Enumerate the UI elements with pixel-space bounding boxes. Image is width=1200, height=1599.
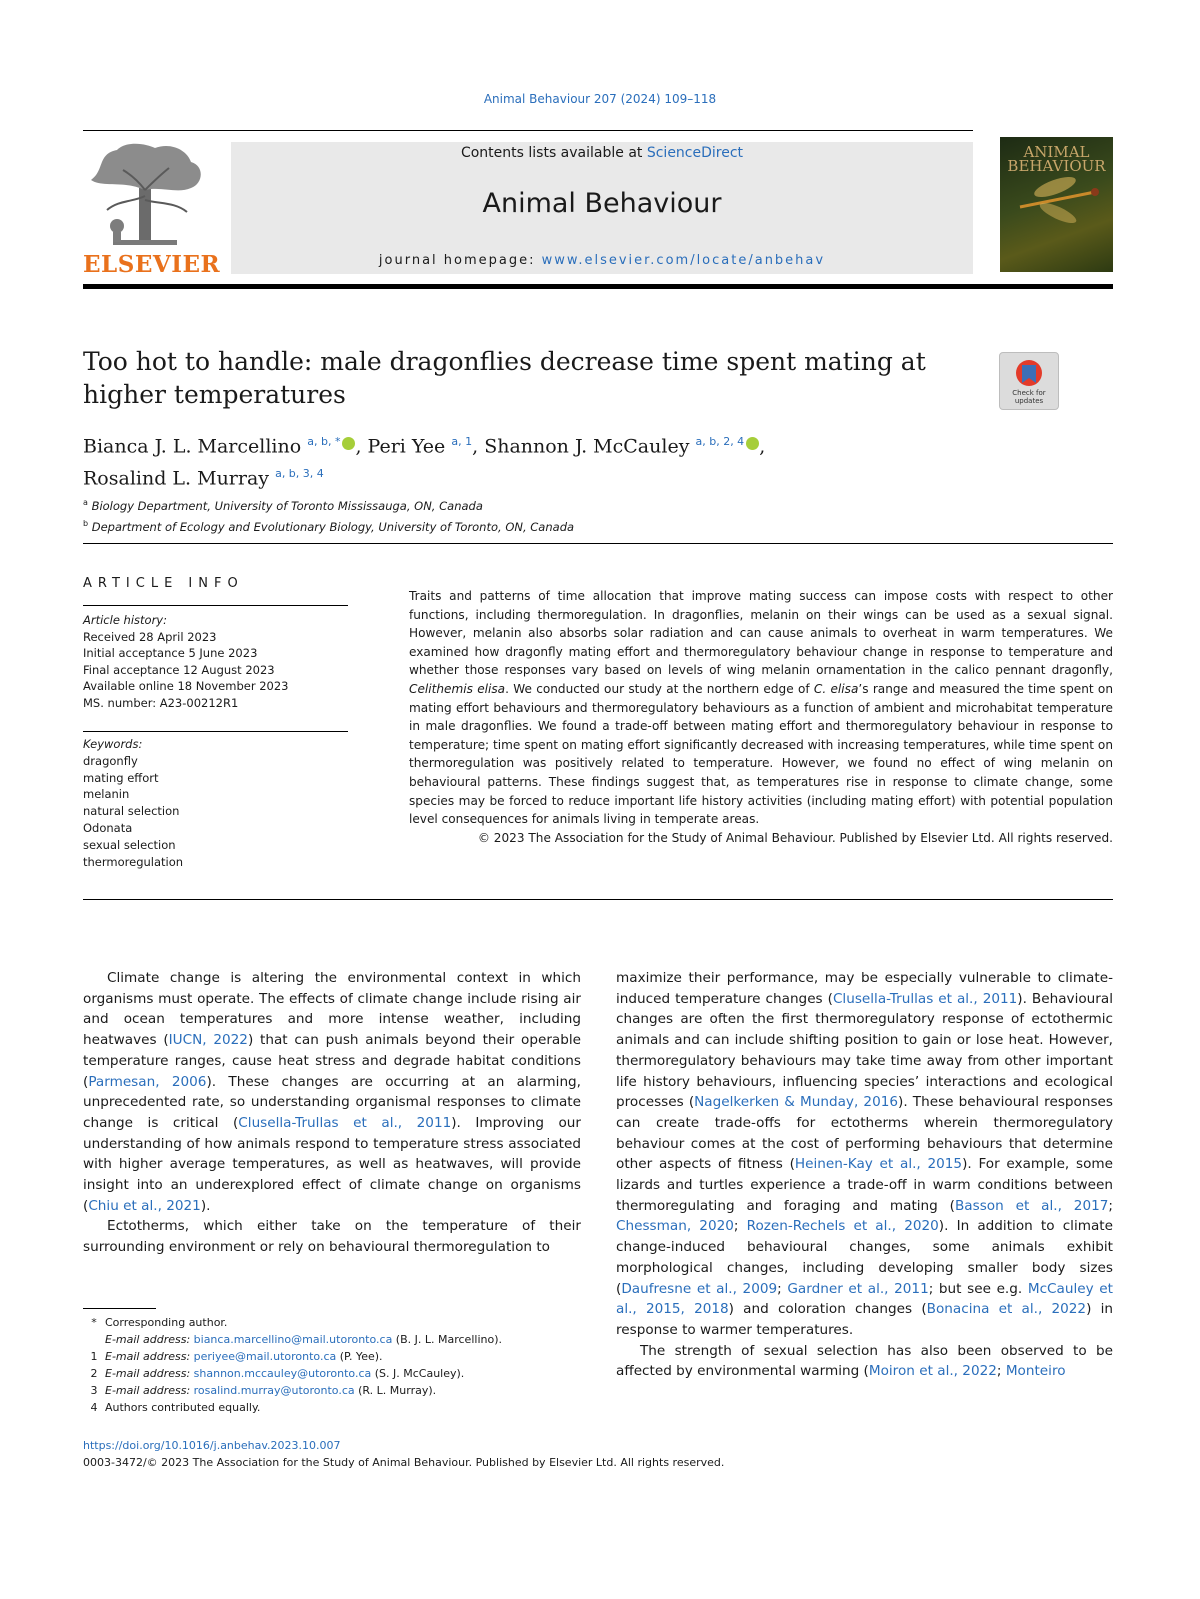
- keyword: thermoregulation: [83, 854, 184, 869]
- issn-line: 0003-3472/© 2023 The Association for the Study of Animal Behaviour. Published by Elsevier Ltd. All rights reserved.: [83, 1456, 725, 1469]
- body-paragraph: Ectotherms, which either take on the temperature of their surrounding environment or rely on behavioural thermoregulation to: [83, 1218, 581, 1256]
- footnote: * Corresponding author.: [91, 1316, 228, 1329]
- journal-name: Animal Behaviour: [482, 188, 722, 219]
- author-name: Bianca J. L. Marcellino: [83, 435, 302, 458]
- article-title: Too hot to handle: male dragonflies decrease time spent mating at higher temperatures: [83, 347, 926, 409]
- elsevier-logo-text: ELSEVIER: [83, 251, 221, 278]
- footnote: 3 E-mail address: rosalind.murray@utoronto.ca (R. L. Murray).: [90, 1384, 437, 1397]
- abstract: Traits and patterns of time allocation that improve mating success can impose costs with respect to other functions, including thermoregulation. In dragonflies, melanin on their wings can be used as a sexual signal. However, melanin also absorbs solar radiation and can cause animals to overheat in warm temperatures. We examined how dragonfly mating effort and thermoregulatory behaviour change in response to temperature and whether those responses vary based on levels of wing melanin ornamentation in the calico pennant dragonfly, Celithemis elisa. We conducted our study at the northern edge of C. elisa’s range and measured the time spent on mating effort behaviours and thermoregulatory behaviours as a function of ambient and microhabitat temperature in male dragonflies. We found a trade-off between mating effort and thermoregulatory behaviour in response to temperature; time spent on mating effort significantly decreased with increasing temperatures, while time spent on thermoregulation was positively related to temperature. However, we found no effect of wing melanin on behavioural patterns. These findings suggest that, as temperatures rise in response to climate change, some species may be forced to reduce important life history activities (including mating effort) with potential population level consequences for animals living in temperate areas. © 2023 The Association for the Study of Animal Behaviour. Published by Elsevier Ltd. All rights reserved.: [409, 587, 1113, 847]
- body-column-right: [616, 968, 1113, 1382]
- history-item: Available online 18 November 2023: [83, 679, 289, 693]
- author-name: Shannon J. McCauley: [484, 435, 690, 458]
- orcid-icon[interactable]: [746, 437, 759, 450]
- body-paragraph: Climate change is altering the environmental context in which organisms must operate. The effects of climate change include rising air and ocean temperatures and more intense weather, including heatwaves (IUCN, 2022) that can push animals beyond their operable temperature ranges, cause heat stress and degrade habitat conditions (Parmesan, 2006). These changes are occurring at an alarming, unprecedented rate, so understanding organismal responses to climate change is critical (Clusella-Trullas et al., 2011). Improving our understanding of how animals respond to temperature stress associated with higher average temperatures, as well as heatwaves, will provide insight into an underexplored effect of climate change on organisms (Chiu et al., 2021).: [83, 970, 582, 1214]
- keyword: natural selection: [83, 804, 180, 819]
- contents-line: Contents lists available at ScienceDirect: [460, 145, 744, 161]
- email-link[interactable]: periyee@mail.utoronto.ca: [193, 1350, 337, 1363]
- keywords: Keywords: dragonfly mating effort melanin natural selection Odonata sexual selection thermoregulation: [83, 736, 348, 870]
- bookmark-icon: [1000, 353, 1058, 393]
- body-column-left: [83, 968, 581, 1258]
- header-rule-top: [83, 130, 973, 131]
- author-affil-marks[interactable]: a, b, *: [307, 435, 341, 448]
- homepage-link[interactable]: www.elsevier.com/locate/anbehav: [541, 253, 826, 268]
- reference-link[interactable]: Bonacina et al., 2022: [926, 1301, 1087, 1318]
- section-divider: [83, 899, 1113, 900]
- footnote: E-mail address: bianca.marcellino@mail.utoronto.ca (B. J. L. Marcellino).: [105, 1333, 502, 1346]
- abstract-copyright: © 2023 The Association for the Study of Animal Behaviour. Published by Elsevier Ltd. All rights reserved.: [477, 830, 1113, 845]
- footnote: 1 E-mail address: periyee@mail.utoronto.ca (P. Yee).: [90, 1350, 383, 1363]
- reference-link[interactable]: Monteiro: [1005, 1363, 1066, 1380]
- body-paragraph: maximize their performance, may be especially vulnerable to climate-induced temperature changes (Clusella-Trullas et al., 2011). Behavioural changes are often the first thermoregulatory response of ectothermic animals and can include shifting position to gain or lose heat. However, thermoregulatory behaviours may take time away from other important life history behaviours, influencing species’ interactions and ecological processes (Nagelkerken & Munday, 2016). These behavioural responses can create trade-offs for ectotherms wherein thermoregulatory behaviour comes at the cost of performing behaviours that determine other aspects of fitness (Heinen-Kay et al., 2015). For example, some lizards and turtles experience a trade-off in warm conditions between thermoregulating and foraging and mating (Basson et al., 2017; Chessman, 2020; Rozen-Rechels et al., 2020). In addition to climate change-induced behavioural changes, some animals exhibit morphological changes, including developing smaller body sizes (Daufresne et al., 2009; Gardner et al., 2011; but see e.g. McCauley et al., 2015, 2018) and coloration changes (Bonacina et al., 2022) in response to warmer temperatures.: [616, 970, 1114, 1338]
- orcid-icon[interactable]: [342, 437, 355, 450]
- footnote: 2 E-mail address: shannon.mccauley@utoronto.ca (S. J. McCauley).: [90, 1367, 465, 1380]
- section-divider: [83, 543, 1113, 544]
- check-for-updates-badge[interactable]: [999, 352, 1059, 410]
- reference-link[interactable]: Gardner et al., 2011: [787, 1280, 929, 1297]
- badge-label: Check for updates: [1012, 389, 1046, 405]
- history-item: Initial acceptance 5 June 2023: [83, 646, 258, 660]
- reference-link[interactable]: Heinen-Kay et al., 2015: [794, 1156, 963, 1173]
- affiliation: $^b$ Department of Ecology and Evolutionary Biology, University of Toronto, ON, Canada: [83, 518, 575, 534]
- keyword: sexual selection: [83, 837, 176, 852]
- journal-citation[interactable]: [0, 92, 1200, 106]
- citation-link[interactable]: Animal Behaviour 207 (2024) 109–118: [483, 92, 717, 106]
- header-rule-bottom: [83, 284, 1113, 289]
- keyword: mating effort: [83, 770, 159, 785]
- history-item: Received 28 April 2023: [83, 629, 217, 644]
- footnote: 4 Authors contributed equally.: [90, 1401, 261, 1414]
- reference-link[interactable]: Clusella-Trullas et al., 2011: [238, 1114, 452, 1131]
- body-paragraph: The strength of sexual selection has also been observed to be affected by environmental warming (Moiron et al., 2022; Monteiro: [616, 1342, 1113, 1380]
- info-divider: [83, 605, 348, 606]
- history-item: MS. number: A23-00212R1: [83, 695, 239, 710]
- keyword: Odonata: [83, 820, 133, 835]
- affiliation: $^a$ Biology Department, University of Toronto Mississauga, ON, Canada: [83, 498, 483, 513]
- sciencedirect-link[interactable]: ScienceDirect: [646, 145, 744, 161]
- email-link[interactable]: rosalind.murray@utoronto.ca: [193, 1384, 355, 1397]
- cover-dragonfly-icon: [1000, 137, 1113, 272]
- reference-link[interactable]: Rozen-Rechels et al., 2020: [746, 1218, 939, 1235]
- history-item: Final acceptance 12 August 2023: [83, 662, 275, 677]
- reference-link[interactable]: Chiu et al., 2021: [88, 1197, 201, 1214]
- reference-link[interactable]: Moiron et al., 2022: [868, 1363, 997, 1380]
- keyword: melanin: [83, 787, 130, 802]
- journal-cover[interactable]: [1000, 137, 1113, 272]
- reference-link[interactable]: Parmesan, 2006: [88, 1073, 207, 1090]
- doi-link[interactable]: https://doi.org/10.1016/j.anbehav.2023.10.007: [83, 1439, 341, 1452]
- page-footer: [83, 1437, 983, 1471]
- footnotes: [83, 1314, 581, 1416]
- reference-link[interactable]: IUCN, 2022: [168, 1032, 248, 1049]
- author-affil-marks[interactable]: a, b, 3, 4: [275, 467, 324, 481]
- elsevier-tree-icon: [83, 140, 208, 250]
- author-affil-marks[interactable]: a, b, 2, 4: [695, 435, 745, 448]
- author-list: Bianca J. L. Marcellino $^{a, b, *}$ , Peri Yee $^{a, 1}$, Shannon J. McCauley $^{a, b, 2, 4}$ , Rosalind L. Murray $^{a, b, 3, 4}$: [83, 435, 766, 490]
- author-name: Rosalind L. Murray: [83, 467, 270, 490]
- affiliations: [83, 494, 983, 536]
- footnote-rule: [83, 1308, 156, 1309]
- keyword: dragonfly: [83, 753, 138, 768]
- reference-link[interactable]: Daufresne et al., 2009: [621, 1280, 778, 1297]
- reference-link[interactable]: Clusella-Trullas et al., 2011: [832, 990, 1018, 1007]
- info-divider: [83, 731, 348, 732]
- email-link[interactable]: bianca.marcellino@mail.utoronto.ca: [193, 1333, 393, 1346]
- author-name: Peri Yee: [367, 435, 446, 458]
- reference-link[interactable]: Chessman, 2020: [616, 1218, 734, 1235]
- reference-link[interactable]: Basson et al., 2017: [954, 1197, 1109, 1214]
- reference-link[interactable]: Nagelkerken & Munday, 2016: [694, 1094, 899, 1111]
- elsevier-logo[interactable]: [83, 140, 221, 278]
- email-link[interactable]: shannon.mccauley@utoronto.ca: [193, 1367, 372, 1380]
- article-info-heading: ARTICLE INFO: [83, 576, 244, 591]
- reference-link[interactable]: McCauley et al., 2015, 2018: [616, 1280, 1113, 1318]
- journal-homepage: journal homepage: www.elsevier.com/locate/anbehav: [378, 253, 826, 268]
- cover-title: ANIMAL BEHAVIOUR: [1007, 143, 1106, 175]
- author-affil-marks[interactable]: a, 1: [451, 435, 473, 448]
- journal-banner: [231, 142, 973, 274]
- article-history: Article history: Received 28 April 2023 Initial acceptance 5 June 2023 Final acceptance 12 August 2023 Available online 18 November 2023 MS. number: A23-00212R1: [83, 612, 348, 711]
